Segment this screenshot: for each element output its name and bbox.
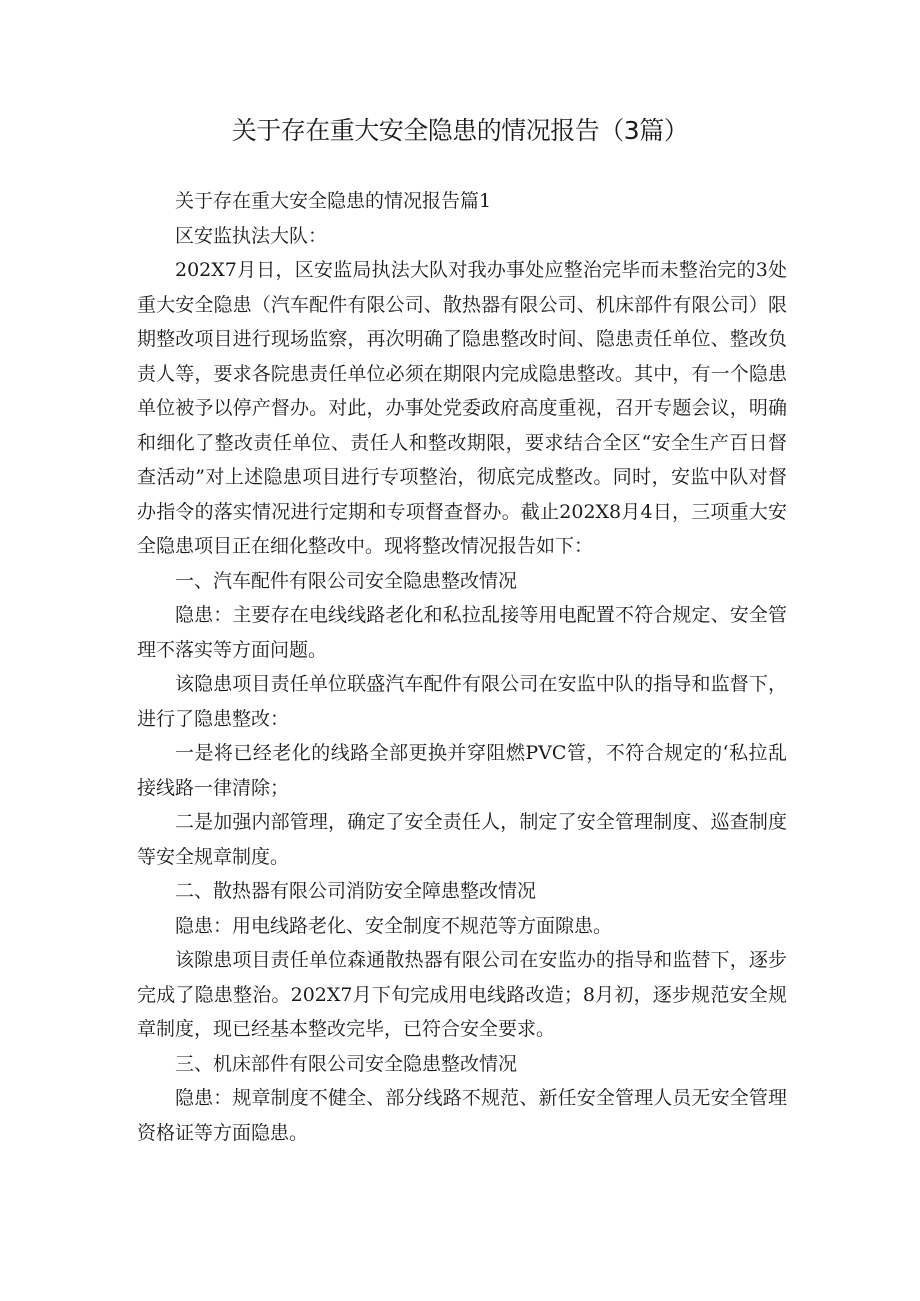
paragraph: 二是加强内部管理，确定了安全责任人，制定了安全管理制度、巡查制度等安全规章制度。 <box>137 811 787 868</box>
salutation: 区安监执法大队： <box>175 224 328 247</box>
paragraph: 该隐患项目责任单位联盛汽车配件有限公司在安监中队的指导和监督下，进行了隐患整改： <box>137 673 787 730</box>
subsection-heading: 一、汽车配件有限公司安全隐患整改情况 <box>175 569 518 592</box>
document-title: 关于存在重大安全隐患的情况报告（3篇） <box>231 116 689 145</box>
section-heading: 关于存在重大安全隐患的情况报告篇1 <box>175 190 492 212</box>
paragraph: 该隙患项目责任单位森通散热器有限公司在安监办的指导和监替下，逐步完成了隐患整治。202X7月下旬完成用电线路改造；8月初，逐步规范安全规章制度，现已经基本整改完毕，已符合安全要求。 <box>137 949 787 1040</box>
paragraph: 一是将已经老化的线路全部更换并穿阻燃PVC管，不符合规定的‘私拉乱接线路一律清除； <box>137 742 787 799</box>
paragraph: 202X7月日，区安监局执法大队对我办事处应整治完毕而未整治完的3处重大安全隐患（汽车配件有限公司、散热器有限公司、机床部件有限公司）限期整改项目进行现场监察，再次明确了隐患整改时间、隐患责任单位、整改负责人等，要求各院患责任单位必须在期限内完成隐患整改。其中，有一个隐患单位被予以停产督办。对此，办事处党委政府高度重视，召开专题会议，明确和细化了整改责任单位、责任人和整改期限，要求结合全区“安全生产百日督查活动”对上述隐患项目进行专项整治，彻底完成整改。同时，安监中队对督办指令的落实情况进行定期和专项督查督办。截止202X8月4日，三项重大安全隐患项目正在细化整改中。现将整改情况报告如下： <box>137 259 787 557</box>
paragraph: 隐患：规章制度不健全、部分线路不规范、新任安全管理人员无安全管理资格证等方面隐患。 <box>137 1087 787 1144</box>
document-body <box>137 184 787 1150</box>
subsection-heading: 三、机床部件有限公司安全隐患整改情况 <box>175 1052 518 1075</box>
paragraph: 隐患：用电线路老化、安全制度不规范等方面隙患。 <box>175 914 613 937</box>
subsection-heading: 二、散热器有限公司消防安全障患整改情况 <box>175 880 537 902</box>
paragraph: 隐患：主要存在电线线路老化和私拉乱接等用电配置不符合规定、安全管理不落实等方面问题。 <box>137 604 787 661</box>
